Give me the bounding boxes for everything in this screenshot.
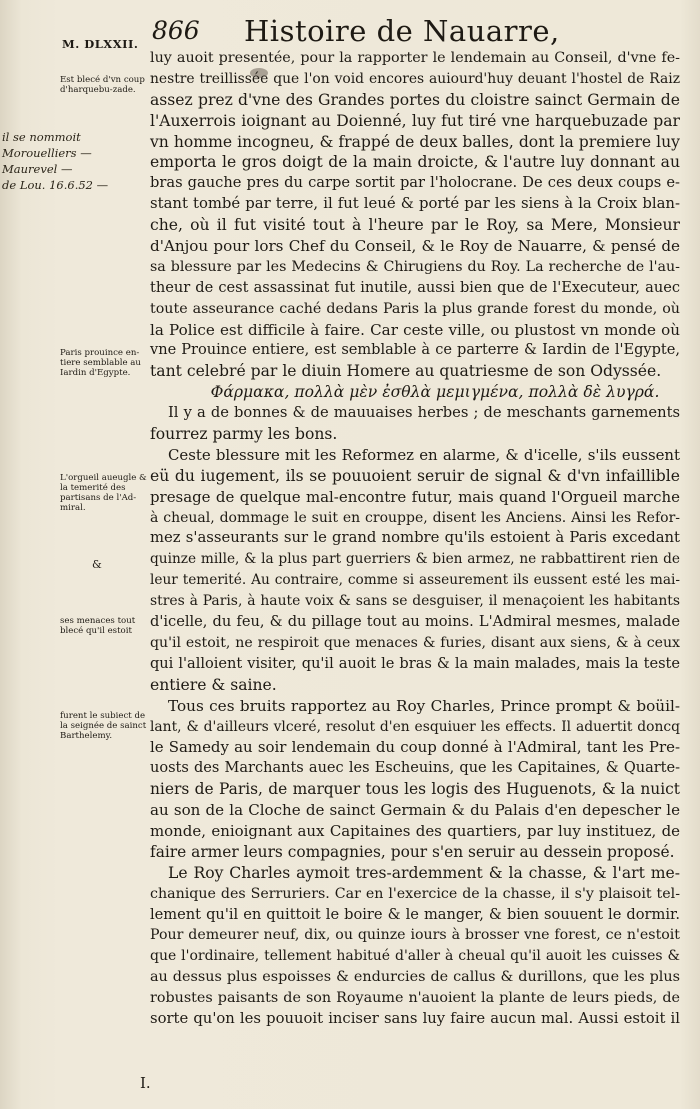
page-number: 866: [152, 16, 200, 45]
text-line: au son de la Cloche de sainct Germain & du Palais d'en depescher le: [150, 801, 680, 820]
text-line: eü du iugement, ils se pouuoient seruir de signal & d'vn infaillible: [150, 466, 680, 485]
text-line: sa blessure par les Medecins & Chirugiens du Roy. La recherche de l'au-: [150, 258, 680, 275]
text-line: mez s'asseurants sur le grand nombre qu'ils estoient à Paris excedant: [150, 529, 680, 547]
text-line: l'Auxerrois ioignant au Doienné, luy fut tiré vne harquebuzade par: [150, 111, 680, 130]
text-line: stant tombé par terre, il fut leué & porté par les siens à la Croix blan-: [150, 195, 680, 213]
text-line: d'icelle, du feu, & du pillage tout au moins. L'Admiral mesmes, malade: [150, 613, 680, 631]
text-line: à cheual, dommage le suit en crouppe, disent les Anciens. Ainsi les Refor-: [150, 509, 680, 526]
handwritten-note: Morouelliers —: [2, 146, 92, 160]
text-line: Il y a de bonnes & de mauuaises herbes ; de meschants garnements: [168, 404, 680, 422]
text-line: que l'ordinaire, tellement habitué d'aller à cheual qu'il auoit les cuisses &: [150, 948, 680, 965]
text-line: emporta le gros doigt de la main droicte, & l'autre luy donnant au: [150, 153, 680, 172]
text-line: bras gauche pres du carpe sortit par l'holocrane. De ces deux coups e-: [150, 174, 680, 192]
text-line: le Samedy au soir lendemain du coup donné à l'Admiral, tant les Pre-: [150, 738, 680, 757]
margin-note: Est blecé d'vn coup d'harquebu-zade.: [60, 75, 145, 95]
text-line: fourrez parmy les bons.: [150, 425, 338, 444]
text-line: leur temerité. Au contraire, comme si asseurement ils eussent esté les mai-: [150, 572, 680, 589]
text-line: quinze mille, & la plus part guerriers & bien armez, ne rabbattirent rien de: [150, 551, 680, 568]
text-line: luy auoit presentée, pour la rapporter le lendemain au Conseil, d'vne fe-: [150, 50, 680, 66]
paragraph-start: Tous ces bruits rapportez au Roy Charles, Prince prompt & boüil-: [168, 696, 680, 715]
paragraph-start: Ceste blessure mit les Reformez en alarme, & d'icelle, s'ils eussent: [168, 445, 680, 464]
handwritten-note: de Lou. 16.6.52 —: [2, 178, 109, 192]
handwritten-note: il se nommoit: [2, 130, 81, 144]
paragraph-start: Le Roy Charles aymoit tres-ardemment & la chasse, & l'art me-: [168, 863, 680, 882]
running-title: Histoire de Nauarre,: [244, 14, 560, 48]
signature-mark: I.: [140, 1074, 151, 1092]
text-line: lant, & d'ailleurs vlceré, resolut d'en esquiuer les effects. Il aduertit doncq: [150, 718, 680, 735]
text-line: qui l'alloient visiter, qu'il auoit le bras & la main malades, mais la teste: [150, 654, 680, 672]
text-line: assez prez d'vne des Grandes portes du cloistre sainct Germain de: [150, 90, 680, 109]
text-line: che, où il fut visité tout à l'heure par le Roy, sa Mere, Monsieur: [150, 216, 680, 235]
text-line: Pour demeurer neuf, dix, ou quinze iours à brosser vne forest, ce n'estoit: [150, 927, 680, 944]
text-line: au dessus plus espoisses & endurcies de callus & durillons, que les plus: [150, 969, 680, 986]
margin-note: furent le subiect de la seignée de sainct Barthelemy.: [60, 711, 147, 741]
body-text: [150, 48, 680, 1030]
handwritten-note: Maurevel —: [2, 162, 73, 176]
text-line: uosts des Marchants auec les Escheuins, que les Capitaines, & Quarte-: [150, 760, 680, 777]
text-line: d'Anjou pour lors Chef du Conseil, & le Roy de Nauarre, & pensé de: [150, 237, 680, 256]
text-line: sorte qu'on les pouuoit inciser sans luy faire aucun mal. Aussi estoit il: [150, 1009, 680, 1027]
margin-note: L'orgueil aueugle & la temerité des partisans de l'Ad-miral.: [60, 473, 147, 513]
text-line: toute asseurance caché dedans Paris la plus grande forest du monde, où: [150, 300, 680, 317]
text-line: chanique des Serruriers. Car en l'exercice de la chasse, il s'y plaisoit tel-: [150, 885, 680, 902]
text-line: robustes paisants de son Royaume n'auoient la plante de leurs pieds, de: [150, 990, 680, 1007]
text-line: presage de quelque mal-encontre futur, mais quand l'Orgueil marche: [150, 487, 680, 506]
text-line: nestre treillissée que l'on void encores auiourd'huy deuant l'hostel de Raiz: [150, 70, 680, 87]
text-line: vn homme incogneu, & frappé de deux balles, dont la premiere luy: [150, 132, 680, 151]
margin-year: M. DLXXII.: [62, 37, 139, 51]
text-line: niers de Paris, de marquer tous les logis des Huguenots, & la nuict: [150, 780, 680, 799]
margin-note: ses menaces tout blecé qu'il estoit: [60, 616, 136, 636]
text-line: entiere & saine.: [150, 675, 277, 694]
text-line: stres à Paris, à haute voix & sans se desguiser, il menaçoient les habitants: [150, 593, 680, 610]
text-line: vne Prouince entiere, est semblable à ce parterre & Iardin de l'Egypte,: [150, 342, 680, 359]
greek-quotation: Φάρμακα, πολλὰ μὲν ἐσθλὰ μεμιγμένα, πολλὰ δὲ λυγρά.: [210, 383, 660, 402]
text-line: monde, enioignant aux Capitaines des quartiers, par luy instituez, de: [150, 821, 680, 840]
text-line: lement qu'il en quittoit le boire & le manger, & bien souuent le dormir.: [150, 905, 680, 923]
text-line: faire armer leurs compagnies, pour s'en seruir au dessein proposé.: [150, 842, 675, 861]
text-line: la Police est difficile à faire. Car ceste ville, ou plustost vn monde où: [150, 320, 680, 339]
text-line: tant celebré par le diuin Homere au quatriesme de son Odyssée.: [150, 362, 662, 381]
margin-note: &: [92, 558, 102, 571]
text-line: qu'il estoit, ne respiroit que menaces & furies, disant aux siens, & à ceux: [150, 634, 680, 651]
text-line: theur de cest assassinat fut inutile, aussi bien que de l'Executeur, auec: [150, 278, 680, 296]
margin-note: Paris prouince en-tiere semblable au Iardin d'Egypte.: [60, 348, 141, 378]
